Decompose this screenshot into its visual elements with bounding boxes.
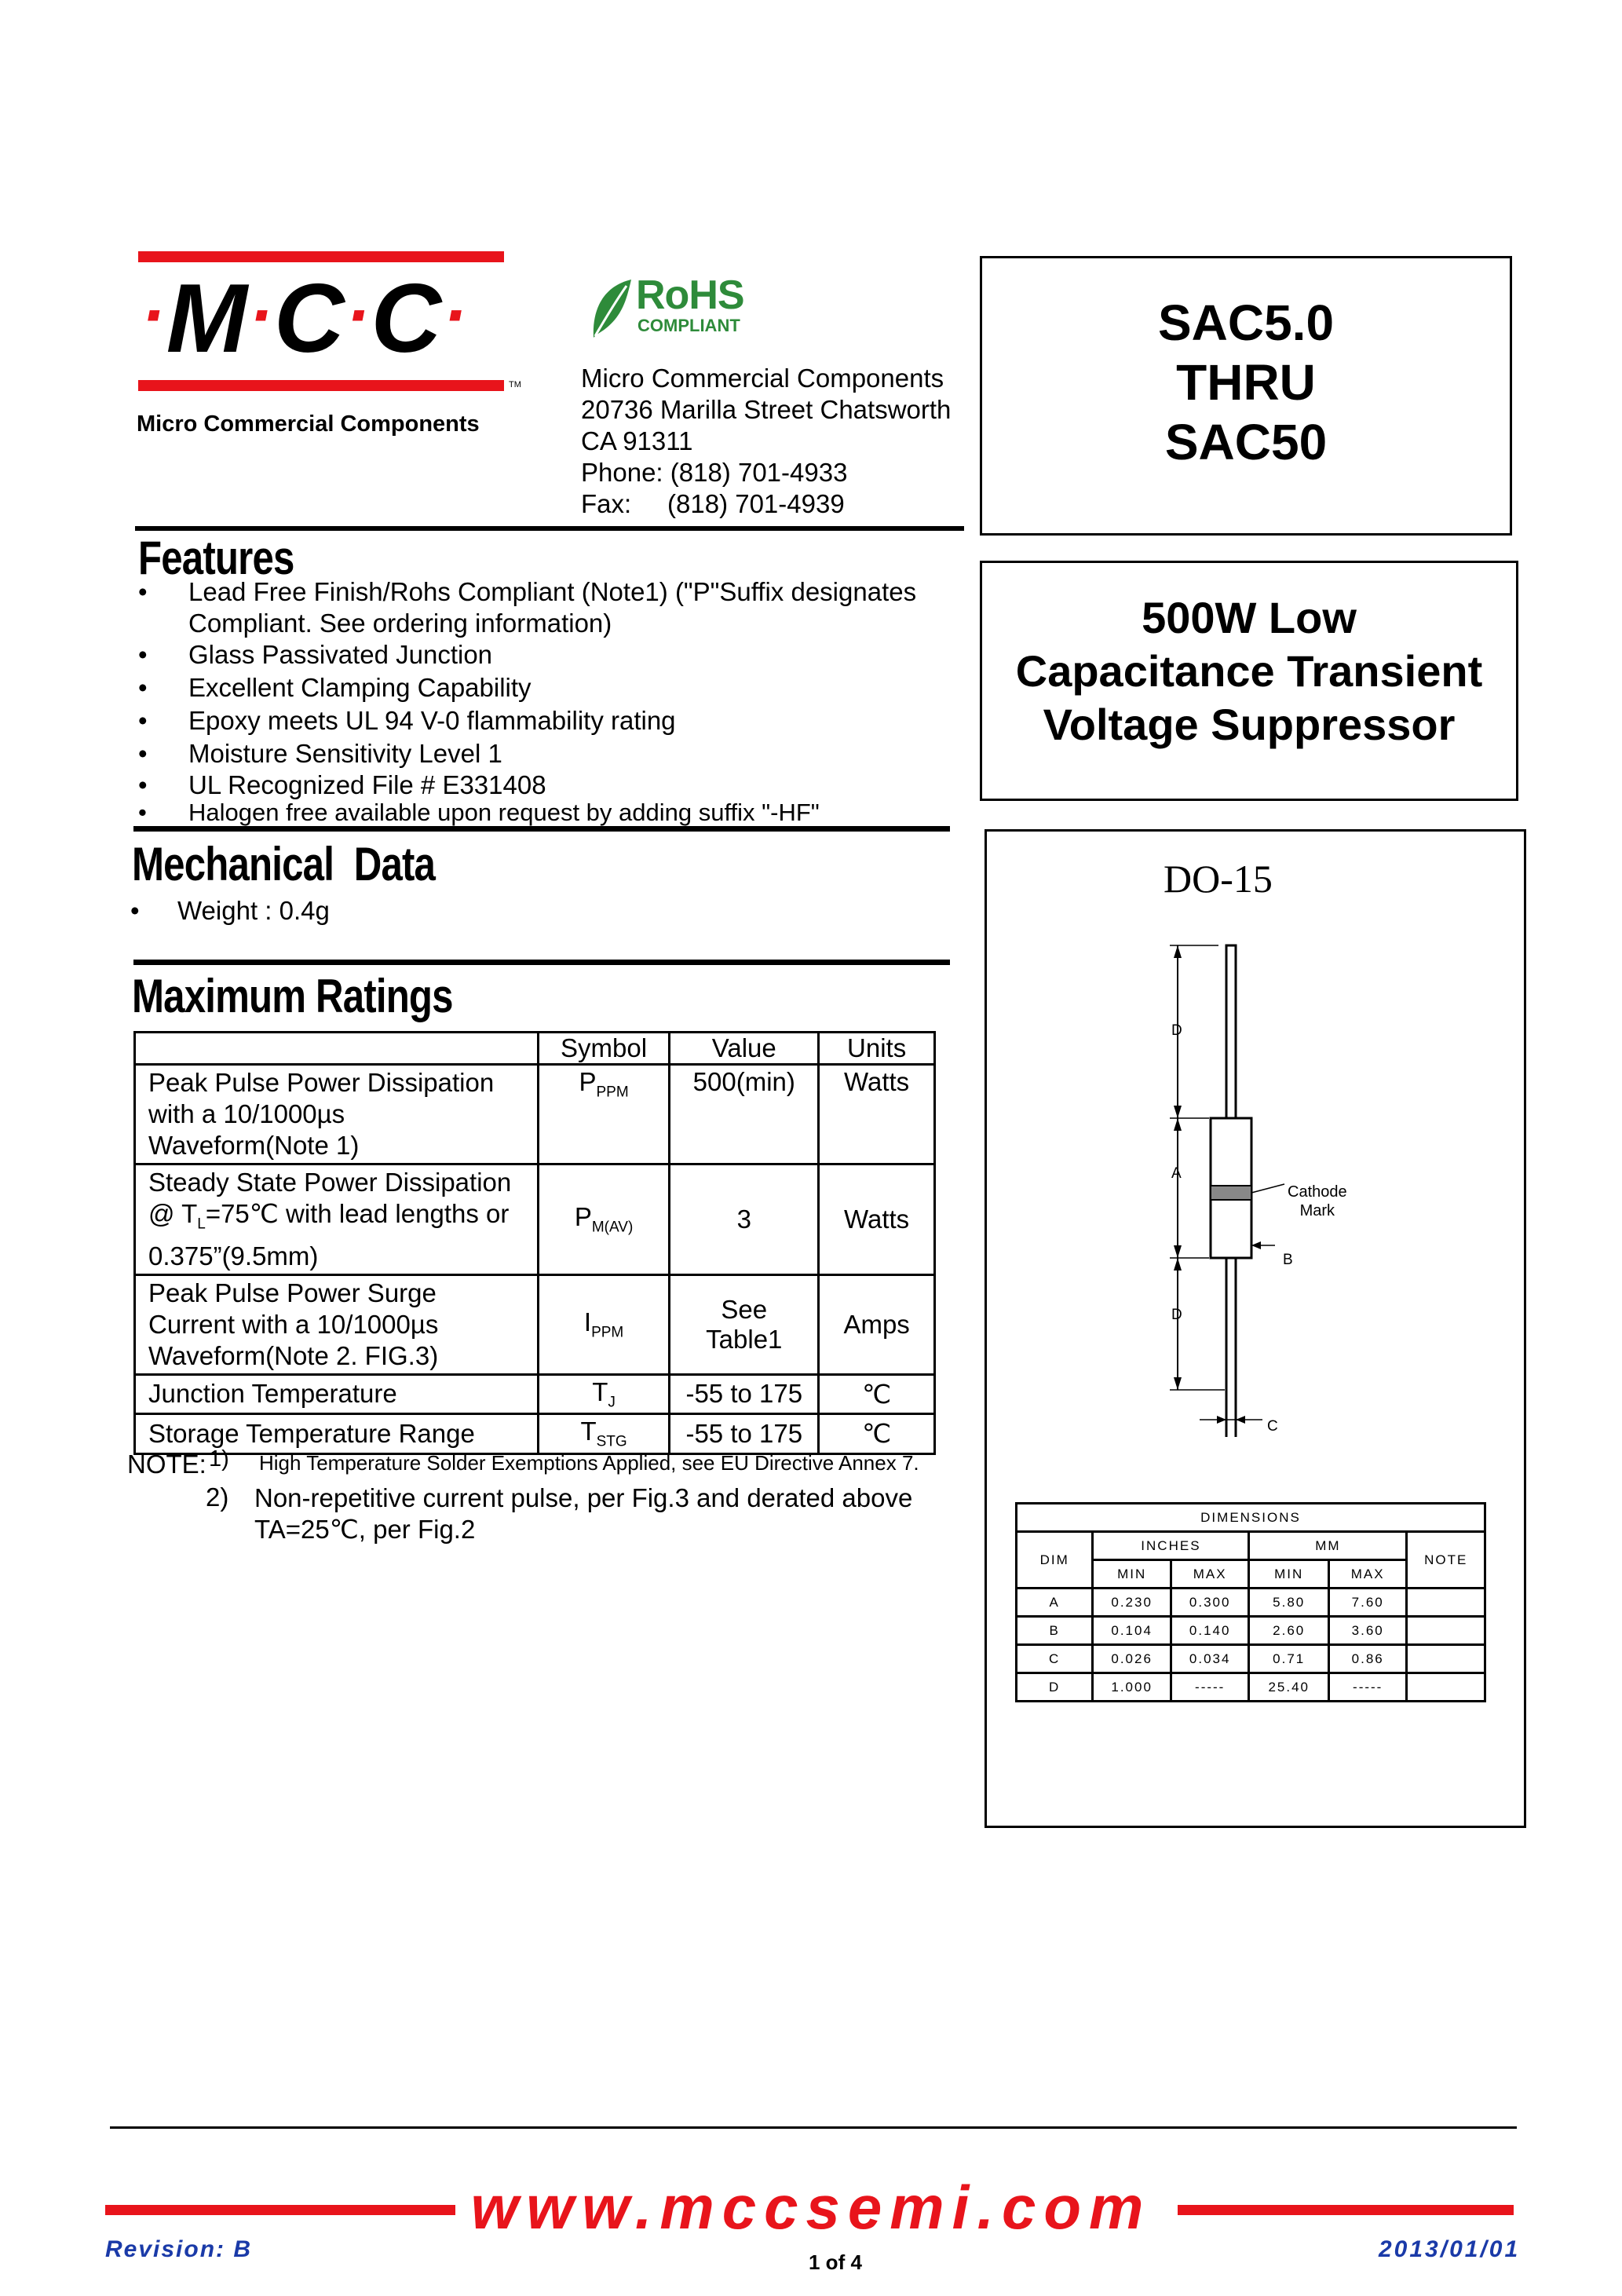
address-line: 20736 Marilla Street Chatsworth — [581, 395, 952, 424]
logo-top-bar — [138, 251, 504, 262]
symbol-cell: $P_{M(AV)}$ — [538, 1164, 670, 1275]
revision-date: 2013/01/01 — [1379, 2236, 1521, 2262]
min-header: MIN — [1093, 1560, 1171, 1589]
dim-cell: C — [1017, 1645, 1093, 1673]
logo-bottom-bar — [138, 380, 504, 391]
label-d-bottom: D — [1171, 1307, 1182, 1323]
table-row — [135, 1065, 935, 1164]
param-cell: Peak Pulse Power Dissipation with a 10/1000µs Waveform(Note 1) — [135, 1065, 539, 1164]
table-row — [1017, 1673, 1485, 1702]
label-c: C — [1267, 1418, 1278, 1435]
value-cell: 3 — [670, 1164, 819, 1275]
description-line: Voltage Suppressor — [1043, 700, 1456, 749]
label-d-top: D — [1171, 1022, 1182, 1039]
unit-cell: Watts — [819, 1164, 935, 1275]
min-header: MIN — [1249, 1560, 1329, 1589]
unit-cell: Watts — [819, 1065, 935, 1164]
website-url[interactable]: www.mccsemi.com — [470, 2173, 1152, 2242]
part-number-box — [980, 256, 1512, 536]
mechanical-list — [130, 895, 330, 927]
param-cell: Storage Temperature Range — [135, 1414, 539, 1454]
column-header: Units — [819, 1033, 935, 1065]
dim-cell: ----- — [1328, 1673, 1406, 1702]
column-header: Value — [670, 1033, 819, 1065]
dimensions-table — [1015, 1502, 1486, 1702]
dim-cell: 0.104 — [1093, 1617, 1171, 1645]
max-header: MAX — [1171, 1560, 1249, 1589]
label-b: B — [1283, 1252, 1293, 1268]
dim-cell: ----- — [1171, 1673, 1249, 1702]
table-row — [135, 1414, 935, 1454]
company-under-logo: Micro Commercial Components — [137, 411, 480, 437]
unit-cell: ℃ — [819, 1414, 935, 1454]
note-1: High Temperature Solder Exemptions Applied, see EU Directive Annex 7. — [259, 1451, 919, 1475]
unit-cell: ℃ — [819, 1374, 935, 1414]
dim-cell: B — [1017, 1617, 1093, 1645]
dim-cell: 0.140 — [1171, 1617, 1249, 1645]
dim-cell — [1407, 1589, 1485, 1617]
feature-item: • Epoxy meets UL 94 V-0 flammability rating — [138, 705, 916, 737]
symbol-cell: $T_J$ — [538, 1374, 670, 1414]
part-line: SAC50 — [1164, 414, 1328, 470]
package-name: DO-15 — [1164, 857, 1273, 901]
param-cell: Peak Pulse Power Surge Current with a 10/1000µs Waveform(Note 2. FIG.3) — [135, 1274, 539, 1374]
dim-cell: D — [1017, 1673, 1093, 1702]
note-2-number: 2) — [206, 1483, 229, 1512]
rohs-title: RoHS — [636, 272, 744, 318]
description-box — [980, 561, 1518, 801]
dim-cell: 25.40 — [1249, 1673, 1329, 1702]
dim-cell: 0.034 — [1171, 1645, 1249, 1673]
do15-outline-drawing — [1131, 934, 1390, 1437]
symbol-cell: $T_{STG}$ — [538, 1414, 670, 1454]
description-line: 500W Low — [1142, 593, 1357, 642]
mechanical-heading: Mechanical Data — [132, 838, 436, 890]
value-cell: -55 to 175 — [670, 1414, 819, 1454]
page-number: 1 of 4 — [809, 2250, 862, 2274]
address-line: CA 91311 — [581, 426, 693, 455]
ratings-heading: Maximum Ratings — [132, 970, 453, 1022]
table-row — [1017, 1589, 1485, 1617]
param-cell: Steady State Power Dissipation @ $T_L=75℃$ with lead lengths or 0.375”(9.5mm) — [135, 1164, 539, 1275]
symbol-cell: $I_{PPM}$ — [538, 1274, 670, 1374]
dim-cell: 0.026 — [1093, 1645, 1171, 1673]
dim-cell — [1407, 1645, 1485, 1673]
table-row — [135, 1374, 935, 1414]
dim-cell: 1.000 — [1093, 1673, 1171, 1702]
feature-item: • Glass Passivated Junction — [138, 639, 916, 671]
features-heading: Features — [138, 532, 294, 584]
label-a: A — [1171, 1165, 1182, 1182]
param-cell: Junction Temperature — [135, 1374, 539, 1414]
ratings-rule — [133, 960, 950, 965]
table-row — [1017, 1617, 1485, 1645]
part-line: SAC5.0 — [1157, 294, 1335, 351]
dim-cell: A — [1017, 1589, 1093, 1617]
table-row — [1017, 1645, 1485, 1673]
note-1-number: 1) — [209, 1446, 229, 1472]
feature-item: • Halogen free available upon request by adding suffix "-HF" — [138, 801, 916, 824]
value-cell: See Table1 — [670, 1274, 819, 1374]
dim-cell: 0.230 — [1093, 1589, 1171, 1617]
value-cell: 500(min) — [670, 1065, 819, 1164]
unit-cell: Amps — [819, 1274, 935, 1374]
dim-cell: 0.86 — [1328, 1645, 1406, 1673]
features-list — [138, 576, 916, 824]
dimensions-title: DIMENSIONS — [1017, 1504, 1485, 1532]
dim-cell: 0.71 — [1249, 1645, 1329, 1673]
table-row — [135, 1274, 935, 1374]
dim-cell — [1407, 1617, 1485, 1645]
note-label: NOTE: — [127, 1450, 206, 1479]
table-header-row — [135, 1033, 935, 1065]
feature-item: • Excellent Clamping Capability — [138, 672, 916, 704]
mm-header: MM — [1249, 1532, 1407, 1560]
ratings-table — [133, 1031, 936, 1455]
symbol-cell: $P_{PPM}$ — [538, 1065, 670, 1164]
footer-rule — [110, 2126, 1517, 2129]
column-header: Symbol — [538, 1033, 670, 1065]
dim-cell — [1407, 1673, 1485, 1702]
value-cell: -55 to 175 — [670, 1374, 819, 1414]
note-header: NOTE — [1407, 1532, 1485, 1589]
table-row — [135, 1164, 935, 1275]
feature-item: • Lead Free Finish/Rohs Compliant (Note1) ("P"Suffix designates Compliant. See ordering information) — [138, 576, 916, 639]
address-line: Phone: (818) 701-4933 — [581, 458, 848, 487]
dim-cell: 0.300 — [1171, 1589, 1249, 1617]
mechanical-rule — [133, 826, 950, 832]
company-address — [581, 363, 951, 520]
dim-cell: 7.60 — [1328, 1589, 1406, 1617]
address-line: Micro Commercial Components — [581, 364, 944, 393]
dim-cell: 3.60 — [1328, 1617, 1406, 1645]
mechanical-item: • Weight : 0.4g — [130, 895, 330, 927]
description-line: Capacitance Transient — [1015, 646, 1483, 696]
logo-tm: TM — [509, 380, 521, 389]
column-header — [135, 1033, 539, 1065]
dim-cell: 2.60 — [1249, 1617, 1329, 1645]
feature-item: • UL Recognized File # E331408 — [138, 770, 916, 801]
revision: Revision: B — [105, 2236, 253, 2262]
dim-cell: 5.80 — [1249, 1589, 1329, 1617]
table-row — [1017, 1504, 1485, 1532]
address-line: Fax: (818) 701-4939 — [581, 489, 845, 518]
rohs-mark — [587, 272, 785, 344]
note-2: Non-repetitive current pulse, per Fig.3 and derated above TA=25℃, per Fig.2 — [254, 1483, 913, 1544]
feature-item: • Moisture Sensitivity Level 1 — [138, 738, 916, 770]
rohs-subtitle: COMPLIANT — [637, 316, 740, 335]
part-line: THRU — [1176, 354, 1316, 411]
table-row — [1017, 1532, 1485, 1560]
dim-header: DIM — [1017, 1532, 1093, 1589]
inches-header: INCHES — [1093, 1532, 1249, 1560]
leaf-icon — [587, 276, 634, 342]
label-cathode-mark: Cathode Mark — [1288, 1183, 1347, 1219]
max-header: MAX — [1328, 1560, 1406, 1589]
mcc-logo: ·M·C·C· — [141, 265, 469, 373]
